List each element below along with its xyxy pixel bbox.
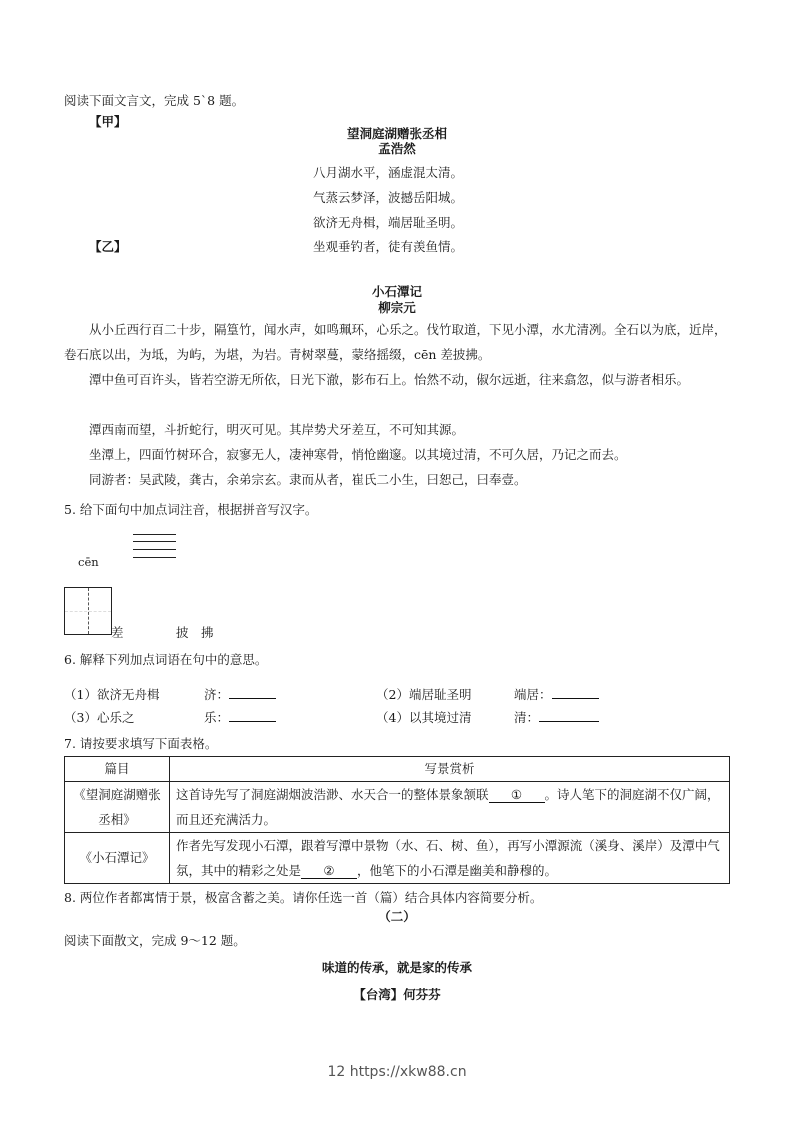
essay-paragraph: 从小丘西行百二十步，隔篁竹，闻水声，如鸣珮环，心乐之。伐竹取道，下见小潭，水尤清冽。全石以为底，近岸，卷石底以出，为坻，为屿，为堪，为岩。青树翠蔓，蒙络摇缀，cēn 差披拂。 [64, 322, 727, 362]
analysis-text: 作者先写发现小石潭，跟着写潭中景物（水、石、树、鱼），再写小潭源流（溪身、溪岸）及潭中气氛，其中的精彩之处是 [176, 838, 720, 878]
chars-pifu: 披 拂 [176, 625, 214, 640]
analysis-text: 。诗人笔下的洞庭湖不仅广阔，而且还充满活力。 [176, 787, 720, 827]
section-2-intro: 阅读下面散文，完成 9～12 题。 [64, 933, 246, 948]
answer-line [133, 541, 176, 542]
poem-line: 欲济无舟楫，端居耻圣明。 [313, 215, 464, 230]
question-6-prompt: 6. 解释下列加点词语在句中的意思。 [64, 652, 268, 667]
essay-paragraph: 坐潭上，四面竹树环合，寂寥无人，凄神寒骨，悄怆幽邃。以其境过清，不可久居，乃记之而去。 [89, 447, 627, 462]
article-author: 【台湾】何芬芬 [353, 987, 441, 1002]
q6-item-4-label: （4）以其境过清 [376, 710, 472, 725]
table-cell-title: 《望洞庭湖赠张丞相》 [65, 782, 170, 833]
essay-paragraph: 同游者：吴武陵，龚古，余弟宗玄。隶而从者，崔氏二小生，曰恕己，曰奉壹。 [89, 472, 527, 487]
q6-item-1-word-text: 济： [204, 687, 230, 702]
q6-item-2-label: （2）端居耻圣明 [376, 687, 472, 702]
q6-answer-blank-3[interactable] [229, 709, 276, 722]
q6-item-4-word-text: 清： [514, 710, 540, 725]
question-7-prompt: 7. 请按要求填写下面表格。 [64, 736, 218, 751]
table-row [65, 833, 730, 884]
question-5-prompt: 5. 给下面句中加点词注音，根据拼音写汉字。 [64, 502, 318, 517]
table-header-analysis: 写景赏析 [170, 757, 730, 782]
answer-line [133, 549, 176, 550]
q6-answer-blank-2[interactable] [552, 686, 599, 699]
page-footer: 12 https://xkw88.cn [327, 1064, 467, 1080]
q6-item-3-word [204, 708, 276, 726]
fill-blank-2[interactable]: ② [301, 864, 357, 879]
table-header-row [65, 757, 730, 782]
q6-item-2-word [514, 685, 599, 703]
char-cha: 差 [111, 625, 124, 640]
q6-item-3-label: （3）心乐之 [64, 710, 135, 725]
essay-paragraph: 潭中鱼可百许头，皆若空游无所依，日光下澈，影布石上。怡然不动，俶尔远逝，往来翕忽，似与游者相乐。 [89, 372, 690, 387]
poem-line: 坐观垂钓者，徒有羡鱼情。 [313, 239, 464, 254]
q7-table [64, 756, 730, 884]
analysis-text: ，他笔下的小石潭是幽美和静穆的。 [357, 863, 558, 878]
table-cell-title: 《小石潭记》 [65, 833, 170, 884]
analysis-text: 这首诗先写了洞庭湖烟波浩渺、水天合一的整体景象颔联 [176, 787, 489, 802]
grid-guide-horizontal [65, 611, 111, 612]
q6-item-1-label: （1）欲济无舟楫 [64, 687, 160, 702]
question-8-prompt: 8. 两位作者都寓情于景，极富含蓄之美。请你任选一首（篇）结合具体内容简要分析。 [64, 890, 543, 905]
q6-item-2-word-text: 端居： [514, 687, 552, 702]
q6-answer-blank-4[interactable] [539, 709, 599, 722]
label-yi: 【乙】 [89, 239, 127, 254]
table-cell-analysis [170, 782, 730, 833]
section-2-heading: （二） [378, 909, 416, 924]
table-row [65, 782, 730, 833]
essay-paragraph: 潭西南而望，斗折蛇行，明灭可见。其岸势犬牙差互，不可知其源。 [89, 422, 465, 437]
section-intro: 阅读下面文言文，完成 5`8 题。 [64, 93, 245, 108]
pinyin-cen: cēn [78, 555, 99, 569]
table-cell-analysis [170, 833, 730, 884]
answer-line [133, 557, 176, 558]
q6-item-4-word [514, 708, 599, 726]
q6-answer-blank-1[interactable] [229, 686, 276, 699]
article-title: 味道的传承，就是家的传承 [321, 960, 472, 975]
q6-item-3-word-text: 乐： [204, 710, 230, 725]
essay-title: 小石潭记 [371, 284, 422, 299]
q6-item-1-word [204, 685, 276, 703]
poem-line: 气蒸云梦泽，波撼岳阳城。 [313, 190, 464, 205]
fill-blank-1[interactable]: ① [489, 788, 545, 803]
table-header-title: 篇目 [65, 757, 170, 782]
answer-line [133, 534, 176, 535]
poem-title: 望洞庭湖赠张丞相 [346, 126, 447, 141]
poem-author: 孟浩然 [378, 141, 416, 156]
tianzige-answer-box[interactable] [64, 587, 112, 635]
label-jia: 【甲】 [89, 114, 127, 129]
poem-line: 八月湖水平，涵虚混太清。 [313, 165, 464, 180]
essay-author: 柳宗元 [378, 300, 416, 315]
